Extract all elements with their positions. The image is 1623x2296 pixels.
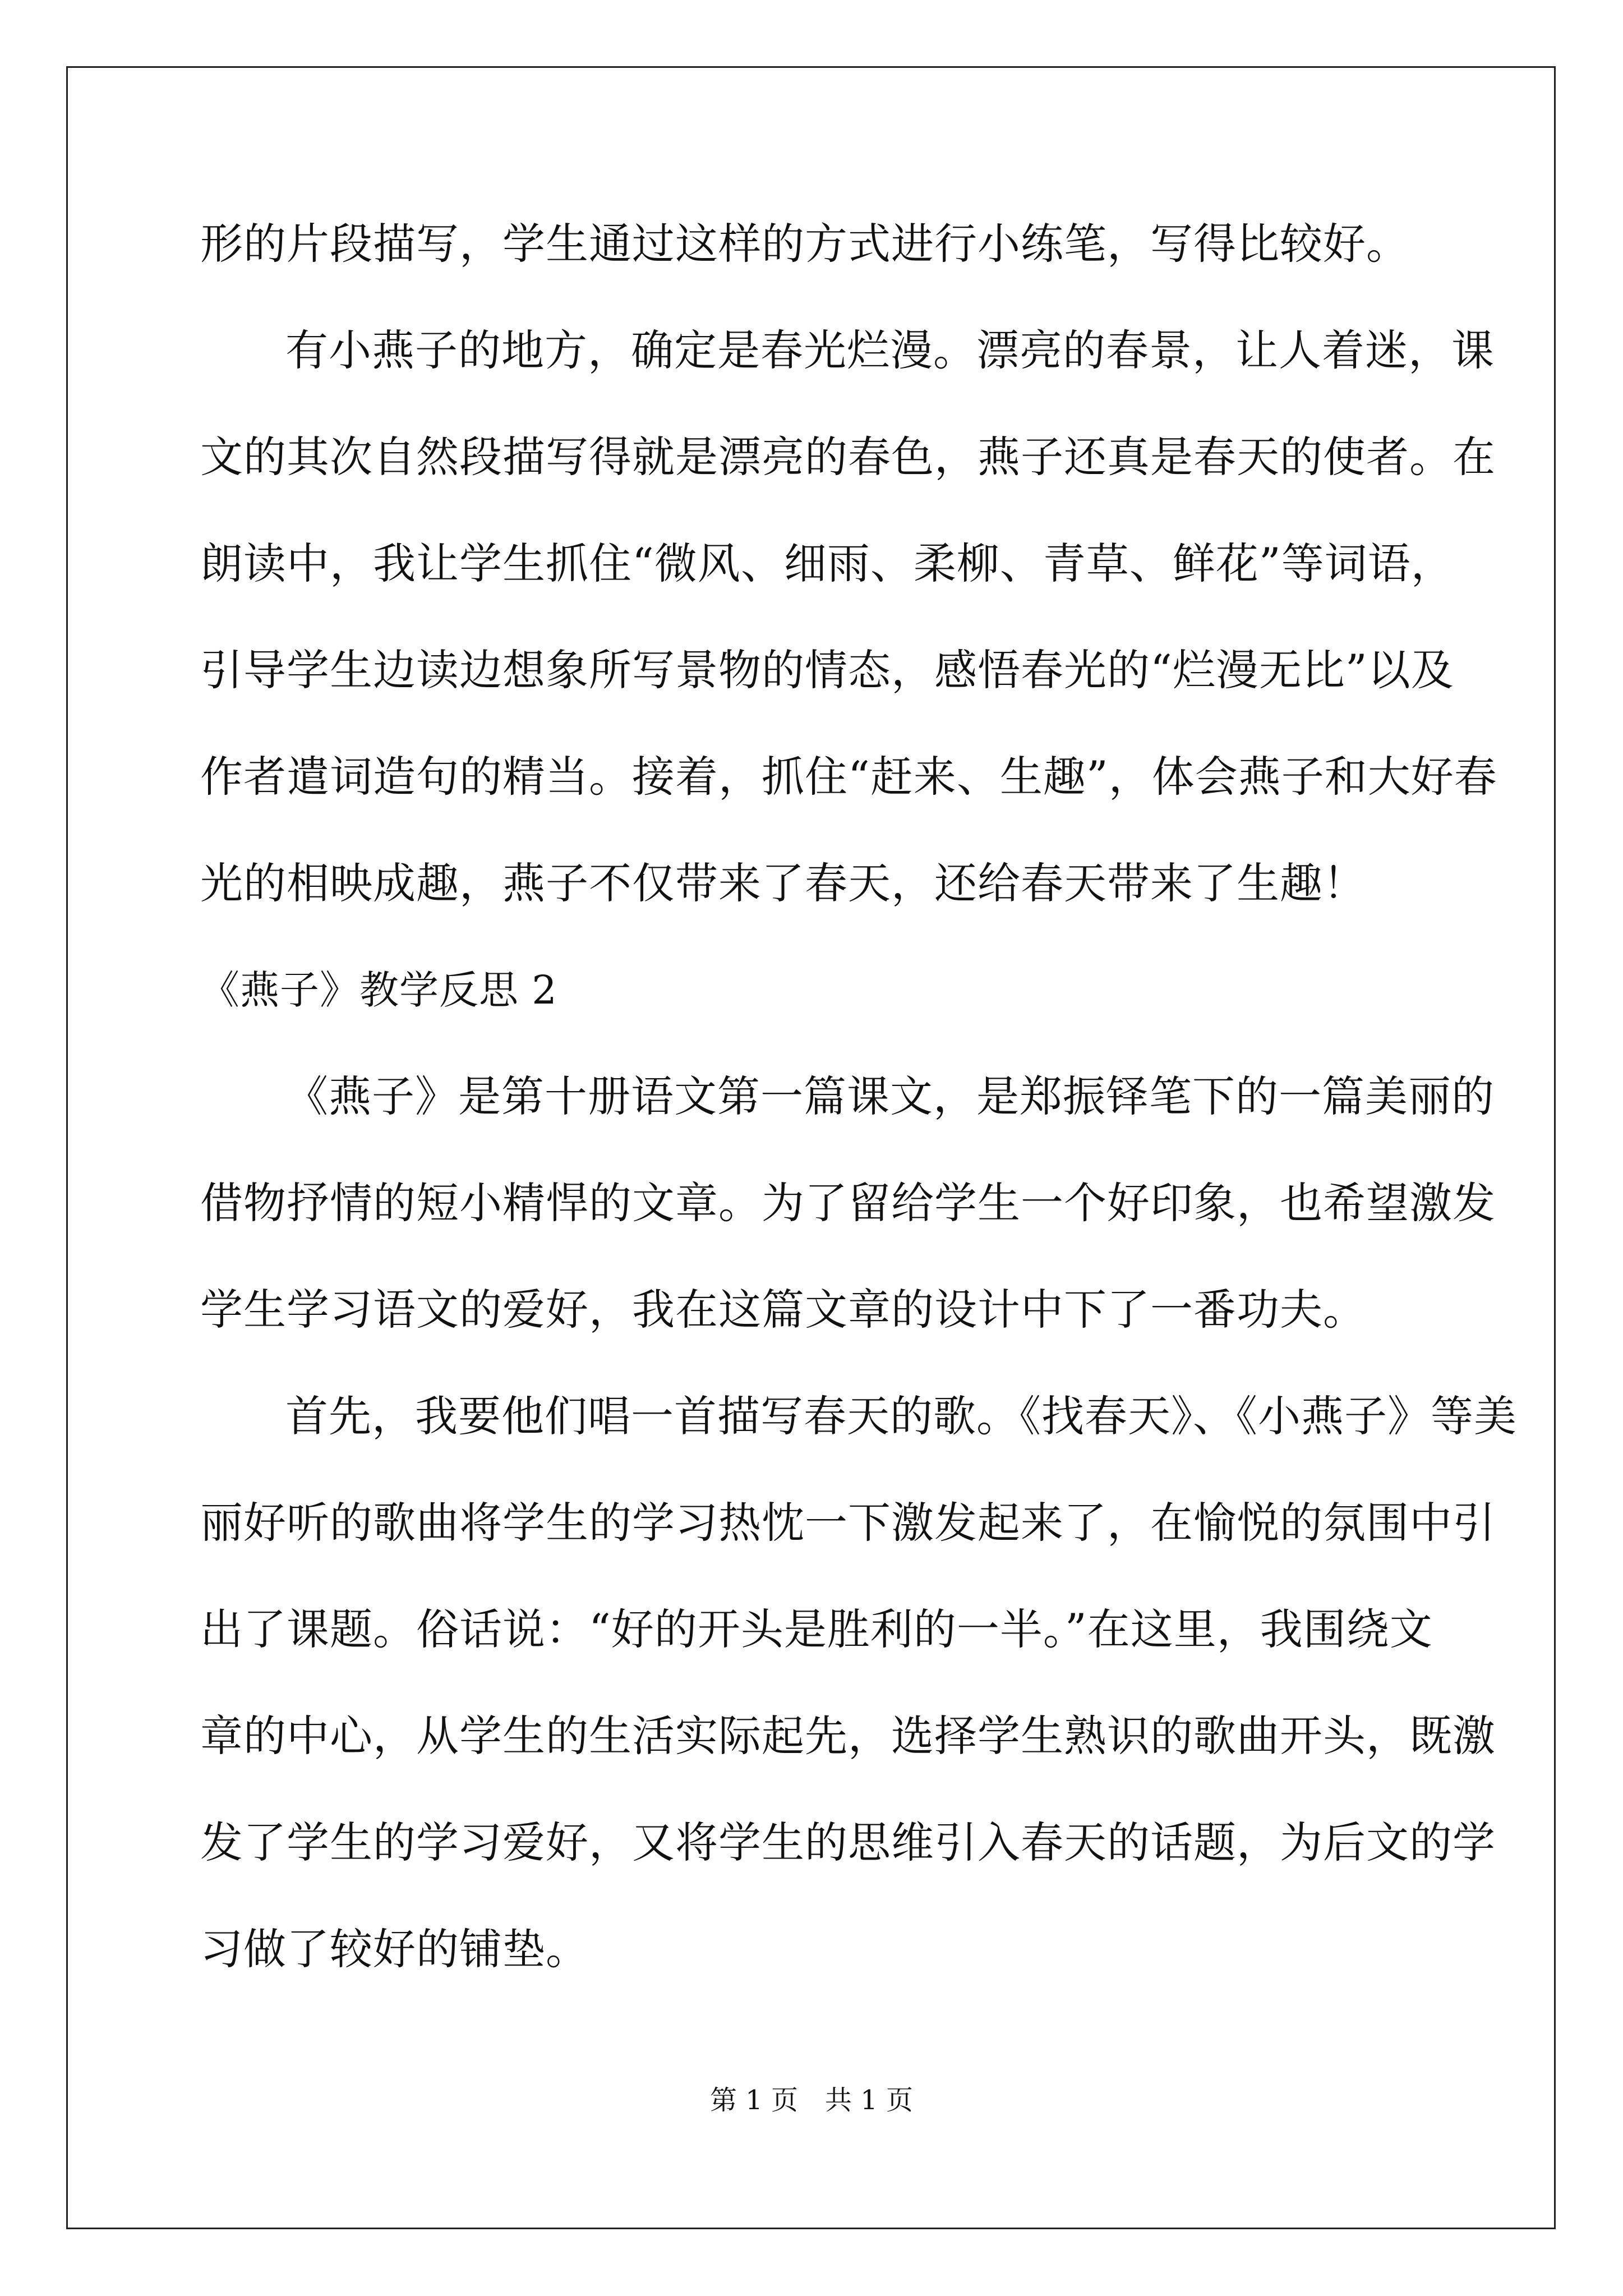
paragraph-line: 习做了较好的铺垫。 [200, 1924, 589, 1974]
paragraph-line: 丽好听的歌曲将学生的学习热忱一下激发起来了，在愉悦的氛围中引 [200, 1498, 1496, 1548]
paragraph-line: 光的相映成趣，燕子不仅带来了春天，还给春天带来了生趣！ [200, 858, 1366, 908]
paragraph-line: 形的片段描写，学生通过这样的方式进行小练笔，写得比较好。 [200, 219, 1409, 269]
paragraph-line: 朗读中，我让学生抓住“微风、细雨、柔柳、青草、鲜花”等词语， [200, 539, 1454, 588]
paragraph-line: 引导学生边读边想象所写景物的情态，感悟春光的“烂漫无比”以及 [200, 645, 1454, 695]
paragraph-line: 出了课题。俗话说：“好的开头是胜利的一半。”在这里，我围绕文 [200, 1604, 1433, 1654]
paragraph-line: 学生学习语文的爱好，我在这篇文章的设计中下了一番功夫。 [200, 1285, 1366, 1335]
paragraph-line: 首先，我要他们唱一首描写春天的歌。《找春天》、《小燕子》等美 [285, 1391, 1517, 1441]
page-number: 第 1 页 共 1 页 [709, 2085, 914, 2116]
paragraph-line: 有小燕子的地方，确定是春光烂漫。漂亮的春景，让人着迷，课 [285, 325, 1495, 375]
document-body [200, 191, 1517, 2003]
paragraph-line: 发了学生的学习爱好，又将学生的思维引入春天的话题，为后文的学 [200, 1818, 1496, 1867]
paragraph-line: 作者遣词造句的精当。接着，抓住“赶来、生趣”，体会燕子和大好春 [200, 752, 1497, 802]
paragraph-line: 文的其次自然段描写得就是漂亮的春色，燕子还真是春天的使者。在 [200, 432, 1496, 482]
paragraph-line: 章的中心，从学生的生活实际起先，选择学生熟识的歌曲开头，既激 [200, 1711, 1496, 1761]
section-heading: 《燕子》教学反思 2 [200, 967, 557, 1013]
paragraph-line: 借物抒情的短小精悍的文章。为了留给学生一个好印象，也希望激发 [200, 1178, 1496, 1228]
paragraph-line: 《燕子》是第十册语文第一篇课文，是郑振铎笔下的一篇美丽的 [285, 1071, 1495, 1121]
